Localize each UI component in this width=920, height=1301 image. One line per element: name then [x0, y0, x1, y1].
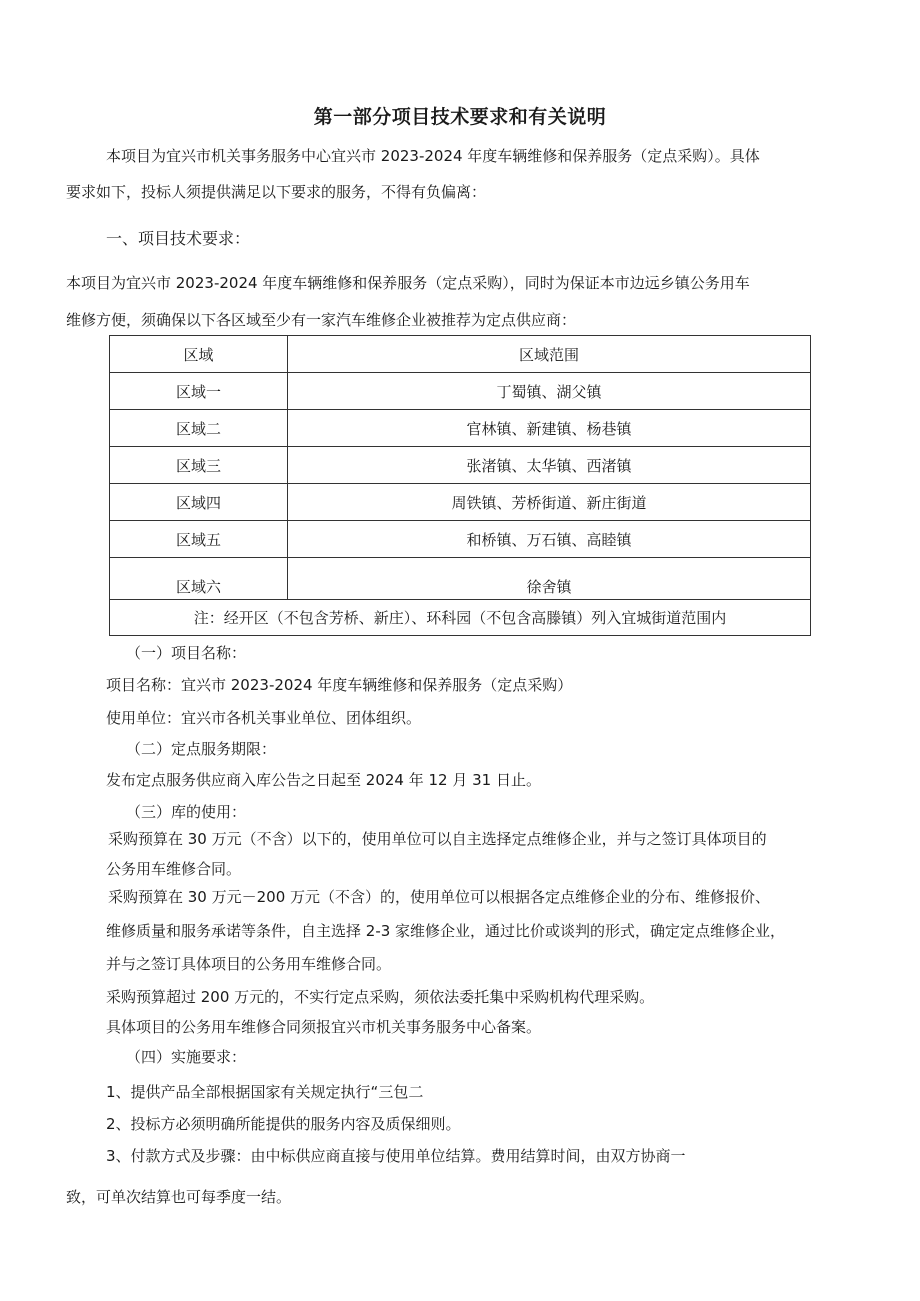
region-cell: 区域三 [110, 447, 288, 484]
section-1-line-2: 维修方便，须确保以下各区域至少有一家汽车维修企业被推荐为定点供应商： [66, 311, 577, 329]
region-cell: 区域六 [110, 558, 288, 600]
scope-cell: 和桥镇、万石镇、高睦镇 [288, 521, 811, 558]
scope-cell: 张渚镇、太华镇、西渚镇 [288, 447, 811, 484]
part-3-p2-line-2: 维修质量和服务承诺等条件，自主选择 2-3 家维修企业，通过比价或谈判的形式，确定定点维修企业， [106, 922, 786, 940]
table-row [110, 447, 811, 484]
part-3-p1-line-2: 公务用车维修合同。 [106, 860, 242, 878]
section-1-heading: 一、项目技术要求： [106, 229, 251, 248]
service-period-line: 发布定点服务供应商入库公告之日起至 2024 年 12 月 31 日止。 [106, 771, 541, 789]
table-row [110, 521, 811, 558]
project-name-line: 项目名称：宜兴市 2023-2024 年度车辆维修和保养服务（定点采购） [106, 676, 573, 694]
table-row [110, 410, 811, 447]
region-cell: 区域二 [110, 410, 288, 447]
table-row [110, 484, 811, 521]
table-note: 注：经开区（不包含芳桥、新庄）、环科园（不包含高滕镇）列入宜城街道范围内 [110, 600, 811, 636]
section-1-line-1: 本项目为宜兴市 2023-2024 年度车辆维修和保养服务（定点采购），同时为保证本市边远乡镇公务用车 [66, 274, 750, 292]
part-2-heading: （二）定点服务期限： [126, 740, 277, 758]
intro-line-2: 要求如下，投标人须提供满足以下要求的服务，不得有负偏离： [66, 183, 487, 201]
part-3-p3: 采购预算超过 200 万元的，不实行定点采购，须依法委托集中采购机构代理采购。 [106, 988, 655, 1006]
part-4-heading: （四）实施要求： [126, 1048, 247, 1066]
header-scope: 区域范围 [288, 336, 811, 373]
scope-cell: 丁蜀镇、湖父镇 [288, 373, 811, 410]
region-table [109, 335, 811, 636]
scope-cell: 周铁镇、芳桥街道、新庄街道 [288, 484, 811, 521]
header-region: 区域 [110, 336, 288, 373]
requirement-item-3-line-2: 致，可单次结算也可每季度一结。 [66, 1188, 292, 1206]
requirement-item-3-line-1: 3、付款方式及步骤：由中标供应商直接与使用单位结算。费用结算时间，由双方协商一 [106, 1147, 686, 1165]
table-note-row [110, 600, 811, 636]
part-3-heading: （三）库的使用： [126, 803, 247, 821]
using-unit-line: 使用单位：宜兴市各机关事业单位、团体组织。 [106, 709, 422, 727]
intro-line-1: 本项目为宜兴市机关事务服务中心宜兴市 2023-2024 年度车辆维修和保养服务（定点采购）。具体 [106, 147, 760, 165]
requirement-item-1: 1、提供产品全部根据国家有关规定执行“三包二 [106, 1083, 424, 1101]
requirement-item-2: 2、投标方必须明确所能提供的服务内容及质保细则。 [106, 1115, 461, 1133]
table-row [110, 558, 811, 600]
part-3-p2-line-1: 采购预算在 30 万元－200 万元（不含）的，使用单位可以根据各定点维修企业的分布、维修报价、 [108, 888, 771, 906]
scope-cell: 徐舍镇 [288, 558, 811, 600]
part-1-heading: （一）项目名称： [126, 644, 247, 662]
part-3-p1-line-1: 采购预算在 30 万元（不含）以下的，使用单位可以自主选择定点维修企业，并与之签订具体项目的 [108, 830, 767, 848]
region-cell: 区域一 [110, 373, 288, 410]
table-row [110, 373, 811, 410]
part-3-p2-line-3: 并与之签订具体项目的公务用车维修合同。 [106, 955, 392, 973]
region-cell: 区域四 [110, 484, 288, 521]
part-3-p4: 具体项目的公务用车维修合同须报宜兴市机关事务服务中心备案。 [106, 1018, 542, 1036]
page-title: 第一部分项目技术要求和有关说明 [313, 106, 607, 128]
table-header-row [110, 336, 811, 373]
region-cell: 区域五 [110, 521, 288, 558]
scope-cell: 官林镇、新建镇、杨巷镇 [288, 410, 811, 447]
